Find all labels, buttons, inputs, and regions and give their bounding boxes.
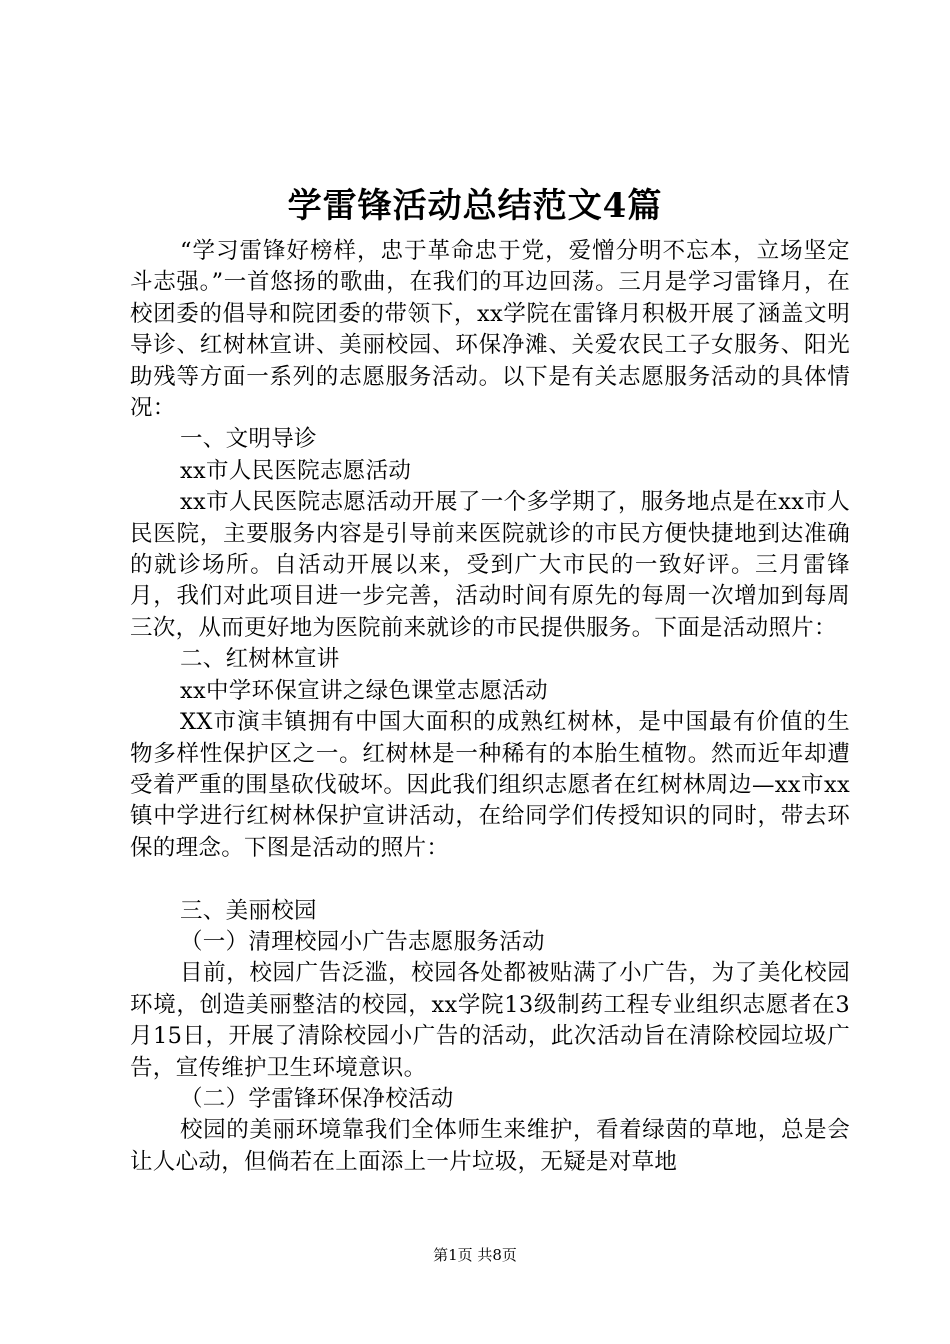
paragraph-ads: 目前，校园广告泛滥，校园各处都被贴满了小广告，为了美化校园环境，创造美丽整洁的校园，xx学院13级制药工程专业组织志愿者在3月15日，开展了清除校园小广告的活动，此次活动旨在清除校园垃圾广告，宣传维护卫生环境意识。	[130, 960, 850, 1081]
blank-line	[130, 864, 850, 895]
section-heading-1: 一、文明导诊	[180, 426, 317, 453]
subsection-heading-ads: （一）清理校园小广告志愿服务活动	[180, 928, 545, 955]
paragraph-mangrove: XX市演丰镇拥有中国大面积的成熟红树林，是中国最有价值的生物多样性保护区之一。红树林是一种稀有的本胎生植物。然而近年却遭受着严重的围垦砍伐破坏。因此我们组织志愿者在红树林周边—xx市xx镇中学进行红树林保护宣讲活动，在给同学们传授知识的同时，带去环保的理念。下图是活动的照片：	[130, 709, 850, 861]
paragraph-hospital: xx市人民医院志愿活动开展了一个多学期了，服务地点是在xx市人民医院，主要服务内容是引导前来医院就诊的市民方便快捷地到达准确的就诊场所。自活动开展以来，受到广大市民的一致好评。三月雷锋月，我们对此项目进一步完善，活动时间有原先的每周一次增加到每周三次，从而更好地为医院前来就诊的市民提供服务。下面是活动照片：	[130, 489, 850, 641]
page-footer: 第1页 共8页	[433, 1246, 517, 1264]
paragraph-campus: 校园的美丽环境靠我们全体师生来维护，看着绿茵的草地，总是会让人心动，但倘若在上面添上一片垃圾，无疑是对草地	[130, 1117, 850, 1175]
section-heading-2: 二、红树林宣讲	[180, 646, 340, 673]
subsection-heading-mangrove: xx中学环保宣讲之绿色课堂志愿活动	[180, 677, 548, 704]
subsection-heading-campus: （二）学雷锋环保净校活动	[180, 1085, 454, 1112]
section-heading-3: 三、美丽校园	[180, 897, 317, 924]
document-title: 学雷锋活动总结范文4篇	[287, 186, 663, 226]
paragraph-intro: “学习雷锋好榜样，忠于革命忠于党，爱憎分明不忘本，立场坚定斗志强。”一首悠扬的歌曲，在我们的耳边回荡。三月是学习雷锋月，在校团委的倡导和院团委的带领下，xx学院在雷锋月积极开展了涵盖文明导诊、红树林宣讲、美丽校园、环保净滩、关爱农民工子女服务、阳光助残等方面一系列的志愿服务活动。以下是有关志愿服务活动的具体情况：	[130, 238, 850, 422]
document-body	[130, 236, 850, 1178]
subsection-heading-hospital: xx市人民医院志愿活动	[180, 457, 412, 484]
